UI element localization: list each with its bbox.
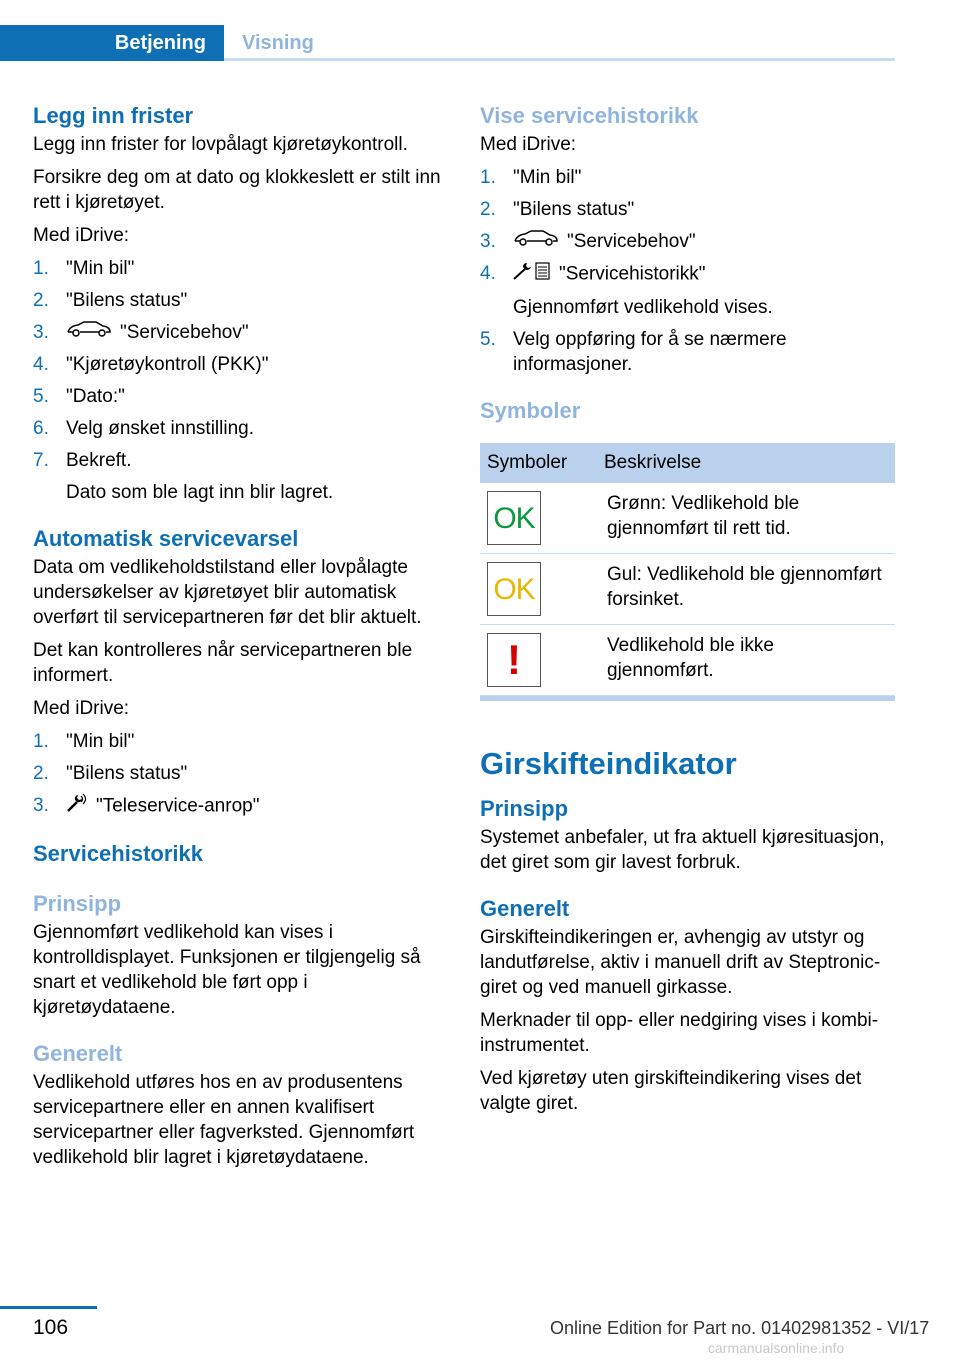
section-title-vise-servicehistorikk: Vise servicehistorikk [480,103,699,128]
ok-green-icon: OK [487,491,541,545]
paragraph: Forsikre deg om at dato og klokkeslett er stilt inn rett i kjøretøyet. [33,167,441,213]
car-icon [66,320,112,345]
subsection-title-generelt: Generelt [480,896,570,922]
steps-automatisk [33,729,443,820]
ok-yellow-icon: OK [487,562,541,616]
header-rule [224,58,895,61]
paragraph: Legg inn frister for lovpålagt kjøretøykontroll. [33,134,408,155]
steps-vise [480,165,895,377]
footer-rule [0,1306,97,1309]
symbols-table [480,443,895,696]
paragraph: Data om vedlikeholdstilstand eller lovpålagte undersøkelser av kjøretøyet blir automatisk overført til servicepartneren før det blir aktuelt. [33,557,422,629]
section-title-servicehistorikk: Servicehistorikk [33,841,203,867]
exclamation-red-icon: ! [487,633,541,687]
list-item: 6. Velg ønsket innstilling. [33,418,254,440]
paragraph: Systemet anbefaler, ut fra aktuell kjøresituasjon, det giret som gir lavest forbruk. [480,827,885,874]
page-number: 106 [33,1316,69,1339]
subsection-title-prinsipp: Prinsipp [33,891,122,917]
right-column [480,100,895,1124]
list-item: 5. Velg oppføring for å se nærmere informasjoner. [480,329,787,376]
paragraph: Med iDrive: [480,134,577,155]
paragraph: Ved kjøretøy uten girskifteindikering vises det valgte giret. [480,1068,862,1115]
list-item: 1. "Min bil" [33,731,135,753]
tab-betjening[interactable]: Betjening [0,25,224,61]
table-row: ! Vedlikehold ble ikke gjennomført. [480,625,895,696]
table-row: OK Grønn: Vedlikehold ble gjennomført til rett tid. [480,483,895,554]
steps-legg-inn [33,256,443,505]
list-item: 4. "Servicehistorikk" Gjennomført vedlikehold vises. [480,263,773,319]
header-bar [0,25,895,61]
list-item: 1. "Min bil" [33,258,135,279]
service-history-icon [513,261,551,288]
section-title-symboler: Symboler [480,398,581,424]
chapter-title-girskifteindikator: Girskifteindikator [480,746,737,782]
paragraph: Vedlikehold utføres hos en av produsentens servicepartnere eller en annen kvalifisert servicepartner eller fagverksted. Gjennomført vedlikehold blir lagret i kjøretøydataene. [33,1072,415,1169]
list-item: 4. "Kjøretøykontroll (PKK)" [33,354,269,376]
paragraph: Med iDrive: [33,225,130,246]
table-header-symboler: Symboler [480,443,597,483]
table-bottom-rule [480,696,895,701]
list-item: 3. "Servicebehov" [33,320,443,345]
watermark-text: carmanualsonline.info [708,1340,845,1356]
section-title-automatisk-servicevarsel: Automatisk servicevarsel [33,526,299,552]
tab-visning[interactable]: Visning [242,31,314,54]
edition-text: Online Edition for Part no. 01402981352 - VI/17 [550,1318,930,1338]
list-item: 7. Bekreft. Dato som ble lagt inn blir lagret. [33,450,334,504]
paragraph: Gjennomført vedlikehold kan vises i kontrolldisplayet. Funksjonen er tilgjengelig så snart et vedlikehold ble ført opp i kjøretøydataene. [33,922,421,1019]
list-item: 3. "Teleservice-anrop" [33,793,443,820]
list-item: 2. "Bilens status" [33,290,188,311]
wrench-call-icon [66,793,88,820]
list-item: 1. "Min bil" [480,167,582,188]
left-column [33,100,443,1178]
list-item: 2. "Bilens status" [33,763,188,785]
section-title-legg-inn-frister: Legg inn frister [33,103,194,128]
paragraph: Girskifteindikeringen er, avhengig av utstyr og landutførelse, aktiv i manuell drift av Steptronic-giret og ved manuell girkasse. [480,927,881,999]
car-icon [513,229,559,254]
table-header-beskrivelse: Beskrivelse [597,443,895,483]
subsection-title-prinsipp: Prinsipp [480,796,569,822]
list-item: 3. "Servicebehov" [480,229,895,254]
list-item: 5. "Dato:" [33,386,125,408]
paragraph: Merknader til opp- eller nedgiring vises i kombi-instrumentet. [480,1010,879,1057]
list-item: 2. "Bilens status" [480,199,635,220]
paragraph: Med iDrive: [33,698,130,720]
paragraph: Det kan kontrolleres når servicepartneren ble informert. [33,640,413,687]
table-row: OK Gul: Vedlikehold ble gjennomført forsinket. [480,554,895,625]
subsection-title-generelt: Generelt [33,1041,123,1067]
